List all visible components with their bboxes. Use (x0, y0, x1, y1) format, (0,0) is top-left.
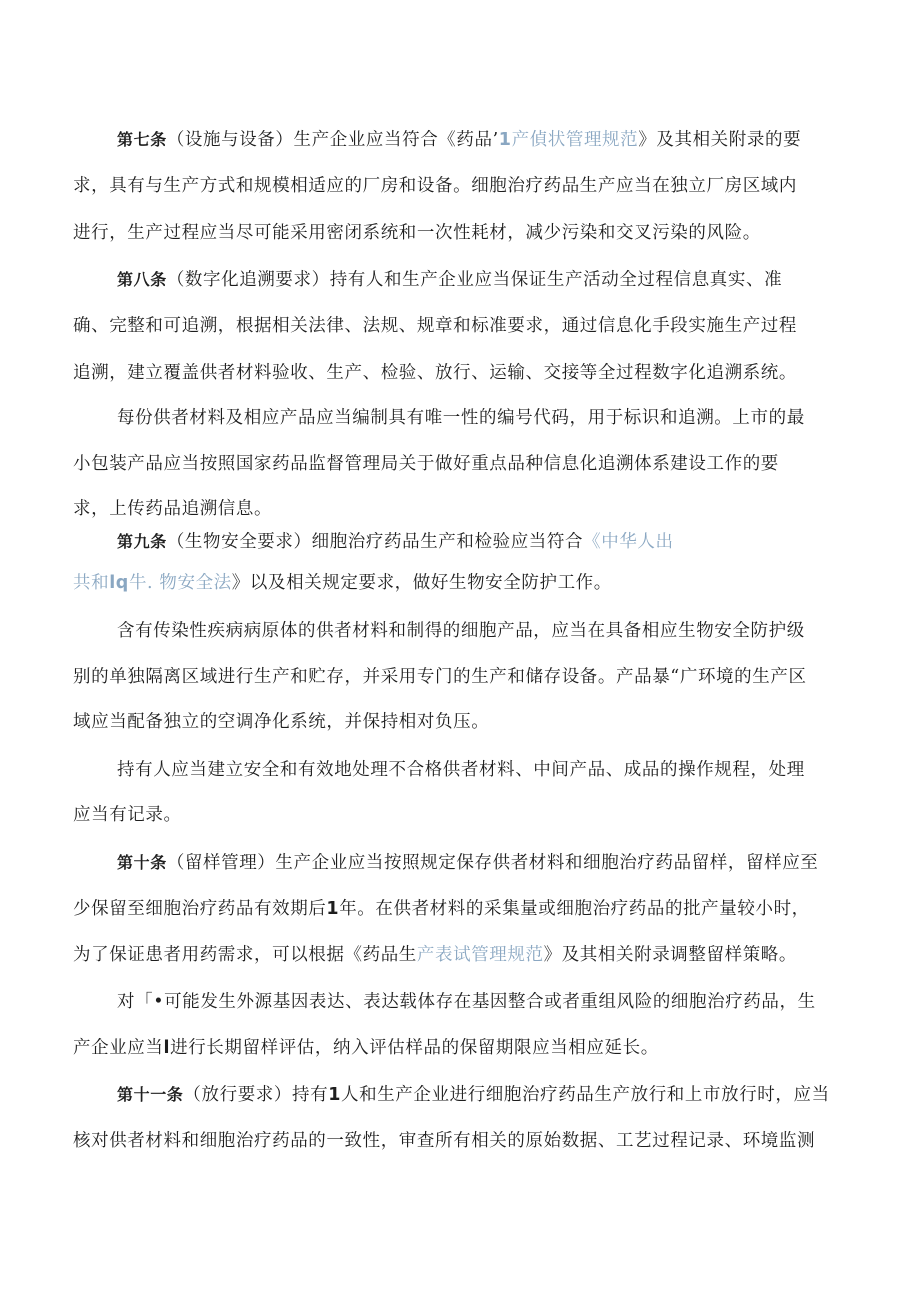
article-8-line-3: 追溯，建立覆盖供者材料验收、生产、检验、放行、运输、交接等全过程数字化追溯系统。 (73, 363, 797, 383)
article-10-para-2-line-2: 产企业应当l进行长期留样评估，纳入评估样品的保留期限应当相应延长。 (73, 1038, 659, 1058)
article-7-line-2: 求，具有与生产方式和规模相适应的厂房和设备。细胞治疗药品生产应当在独立厂房区域内 (73, 176, 797, 196)
article-8-para-2-line-3: 求，上传药品追溯信息。 (73, 499, 273, 519)
article-11-line-1: 第十一条（放行要求）持有1人和生产企业进行细胞治疗药品生产放行和上市放行时，应当 (117, 1085, 830, 1105)
article-9-para-2-line-3: 域应当配备独立的空调净化系统，并保持相对负压。 (73, 712, 490, 732)
regulation-reference: 产表试管理规范 (416, 945, 544, 965)
article-8-line-2: 确、完整和可追溯，根据相关法律、法规、规章和标准要求，通过信息化手段实施生产过程 (73, 316, 797, 336)
law-reference-start: 《中华人出 (583, 532, 674, 552)
article-9-heading: 第九条 (117, 532, 167, 551)
article-11-line-2: 核对供者材料和细胞治疗药品的一致性，审查所有相关的原始数据、工艺过程记录、环境监测 (73, 1131, 816, 1151)
article-8-line-1: 第八条（数字化追溯要求）持有人和生产企业应当保证生产活动全过程信息真实、准 (117, 270, 783, 290)
article-8-para-2-line-1: 每份供者材料及相应产品应当编制具有唯一性的编号代码，用于标识和追溯。上市的最 (117, 408, 805, 428)
article-10-line-2: 少保留至细胞治疗药品有效期后1年。在供者材料的采集量或细胞治疗药品的批产量较小时， (73, 899, 810, 919)
article-8-para-2-line-2: 小包装产品应当按照国家药品监督管理局关于做好重点品种信息化追溯体系建设工作的要 (73, 454, 779, 474)
article-9-para-2-line-1: 含有传染性疾病病原体的供者材料和制得的细胞产品，应当在具备相应生物安全防护级 (117, 621, 805, 641)
article-11-heading: 第十一条 (117, 1085, 184, 1104)
article-7-heading: 第七条 (117, 130, 167, 149)
article-10-heading: 第十条 (117, 853, 167, 872)
article-7-line-1: 第七条（设施与设备）生产企业应当符合《药品’1产偵状管理规范》及其相关附录的要 (117, 130, 802, 150)
article-9-line-1: 第九条（生物安全要求）细胞治疗药品生产和检验应当符合《中华人出 (117, 532, 674, 552)
article-10-para-2-line-1: 对「•可能发生外源基因表达、表达载体存在基因整合或者重组风险的细胞治疗药品，生 (117, 992, 816, 1012)
article-8-heading: 第八条 (117, 270, 167, 289)
law-reference-end: 共和 (73, 573, 110, 593)
article-7-line-3: 进行，生产过程应当尽可能采用密闭系统和一次性耗材，减少污染和交叉污染的风险。 (73, 223, 761, 243)
article-10-line-1: 第十条（留样管理）生产企业应当按照规定保存供者材料和细胞治疗药品留样，留样应至 (117, 853, 819, 873)
article-10-line-3: 为了保证患者用药需求，可以根据《药品生产表试管理规范》及其相关附录调整留样策略。 (73, 945, 798, 965)
article-9-para-3-line-2: 应当有记录。 (73, 805, 182, 825)
regulation-reference: 产偵状管理规范 (511, 130, 639, 150)
article-9-para-3-line-1: 持有人应当建立安全和有效地处理不合格供者材料、中间产品、成品的操作规程，处理 (117, 760, 805, 780)
article-9-line-2: 共和lq牛. 物安全法》以及相关规定要求，做好生物安全防护工作。 (73, 573, 612, 593)
article-9-para-2-line-2: 别的单独隔离区域进行生产和贮存，并采用专门的生产和储存设备。产品暴“广环境的生产区 (73, 667, 807, 687)
